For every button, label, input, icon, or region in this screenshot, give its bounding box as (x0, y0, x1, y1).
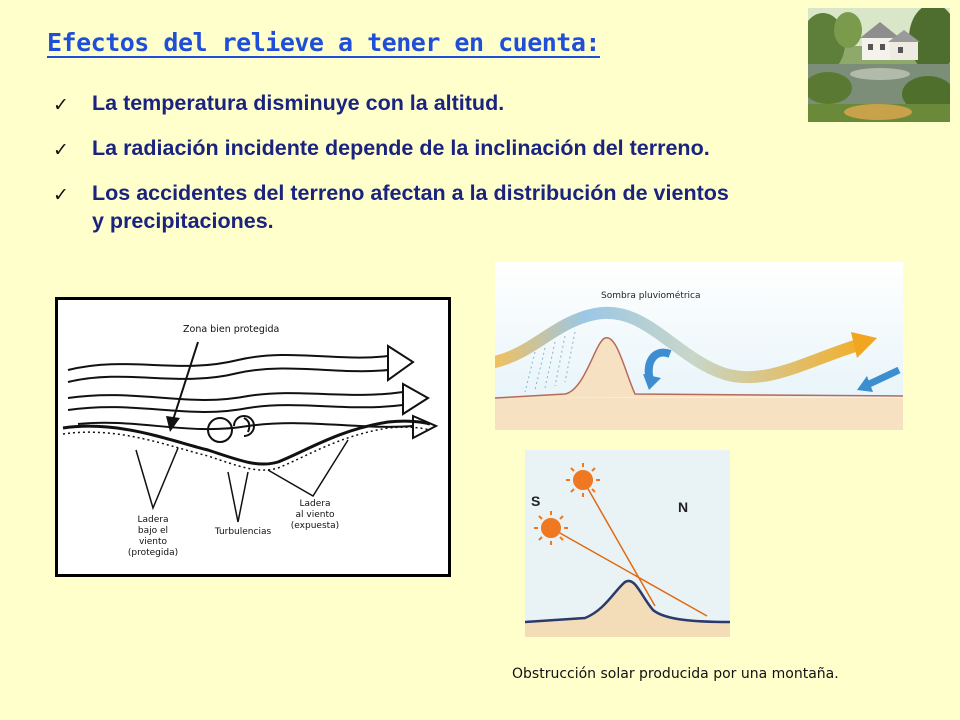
zona-protegida-label: Zona bien protegida (183, 324, 280, 335)
bullet-1: La temperatura disminuye con la altitud. (92, 91, 505, 115)
ladera-al-line2: al viento (295, 510, 335, 520)
turbulencias-label: Turbulencias (214, 527, 272, 537)
check-icon: ✓ (53, 139, 69, 161)
rain-shadow-figure (495, 262, 903, 430)
bullet-2: La radiación incidente depende de la inclinación del terreno. (92, 136, 710, 160)
wind-diagram (58, 300, 448, 574)
solar-obstruction-figure (525, 450, 730, 637)
bullet-3-line-1: Los accidentes del terreno afectan a la distribución de vientos (92, 181, 729, 205)
ladera-al-line1: Ladera (299, 499, 331, 509)
slide-title-colon: : (585, 28, 600, 57)
ladera-bajo-line3: viento (138, 537, 168, 547)
slide-title-text: Efectos del relieve a tener en cuenta (47, 28, 586, 57)
slide-title (47, 28, 600, 57)
bullet-3-line-2: y precipitaciones. (92, 209, 274, 233)
check-icon: ✓ (53, 184, 69, 206)
wind-protection-figure (55, 297, 451, 577)
ladera-bajo-line2: bajo el (137, 526, 169, 536)
solar-caption: Obstrucción solar producida por una montaña. (512, 666, 839, 682)
sombra-label: Sombra pluviométrica (601, 291, 701, 301)
ladera-bajo-line4: (protegida) (127, 548, 179, 558)
ladera-bajo-line1: Ladera (137, 515, 169, 525)
north-label: N (678, 499, 689, 515)
ladera-al-line3: (expuesta) (290, 521, 340, 531)
check-icon: ✓ (53, 94, 69, 116)
south-label: S (531, 493, 541, 509)
landscape-photo (808, 8, 950, 122)
bullet-3 (92, 179, 729, 235)
